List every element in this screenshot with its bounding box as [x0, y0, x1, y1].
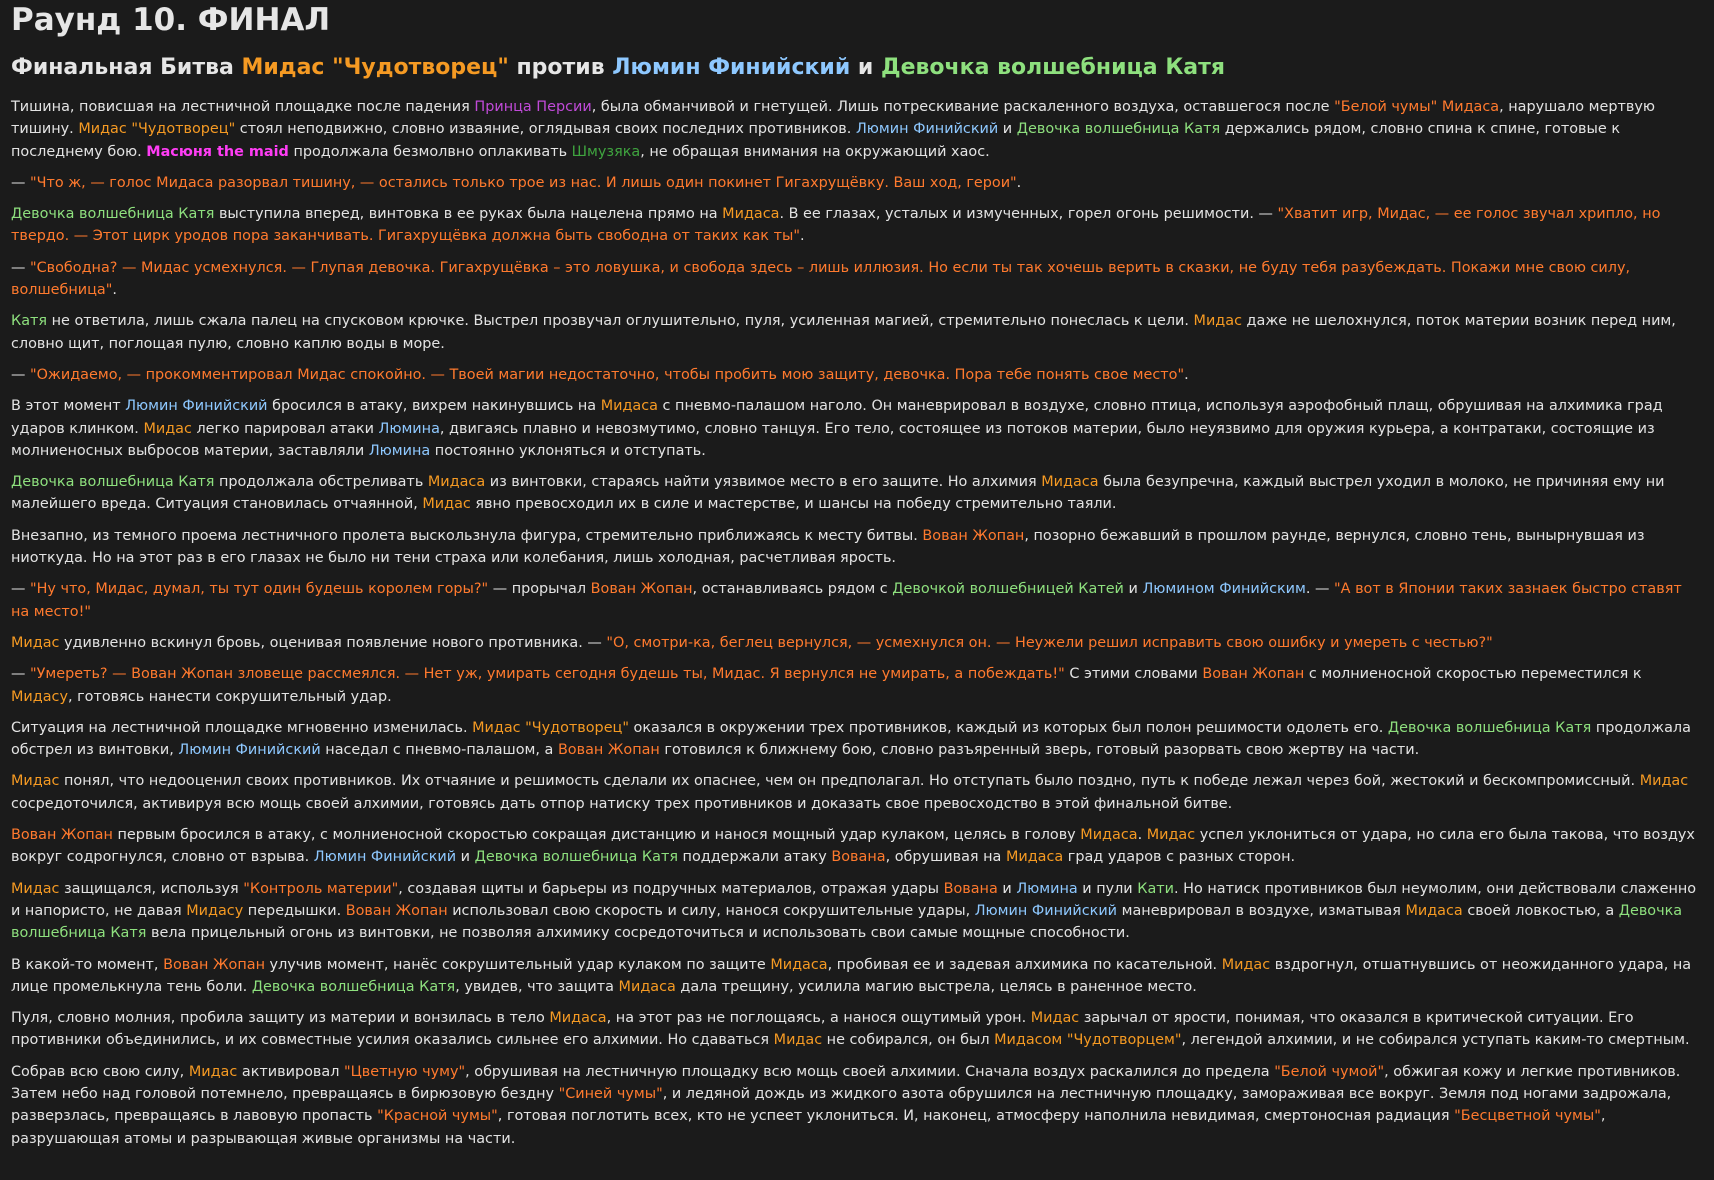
quote-span: Вован Жопан — [590, 581, 693, 598]
text-span: бросился в атаку, вихрем накинувшись на — [267, 398, 601, 415]
text-span: и пули — [1077, 880, 1138, 897]
text-span: . — [799, 228, 805, 245]
character-name: Мидас — [11, 634, 60, 651]
text-span: была безупречна, каждый выстрел уходил в молоко, не причиняя ему ни малейшего вреда. Ситуация становилась отчаянной, — [11, 474, 1665, 513]
text-span: и — [456, 849, 475, 866]
battle-subtitle — [11, 52, 1703, 84]
text-span: , на этот раз не поглощаясь, а нанося ощутимый урон. — [606, 1010, 1031, 1027]
character-name: Девочка волшебница Катя — [251, 978, 456, 995]
text-span: активировал — [237, 1063, 344, 1080]
text-span: — — [11, 581, 30, 598]
story-paragraph — [11, 663, 1703, 708]
character-name: Мидаса — [1405, 902, 1463, 919]
story-paragraph — [11, 203, 1703, 248]
text-span: и — [850, 55, 881, 80]
text-span: , легендой алхимии, и не собирался уступать каким-то смертным. — [1181, 1032, 1690, 1049]
text-span: , пробивая ее и задевая алхимика по касательной. — [827, 956, 1222, 973]
character-name: Мидас — [143, 420, 192, 437]
character-name: Мидасом "Чудотворцем" — [994, 1032, 1182, 1049]
text-span: Пуля, словно молния, пробила защиту из материи и вонзилась в тело — [11, 1010, 550, 1027]
text-span: вела прицельный огонь из винтовки, не позволяя алхимику сосредоточиться и использовать свои самые мощные способности. — [146, 925, 1130, 942]
character-name: Люмина — [368, 442, 431, 459]
story-paragraph — [11, 525, 1703, 570]
character-name: Мидаса — [1005, 849, 1064, 866]
story-paragraph — [11, 954, 1703, 999]
text-span: Собрав всю свою силу, — [11, 1063, 189, 1080]
quote-span: "Красной чумы" — [377, 1108, 498, 1125]
story-paragraph — [11, 96, 1703, 163]
quote-span: Вован Жопан — [922, 527, 1025, 544]
character-name: Мидас — [1639, 773, 1689, 790]
character-name: Девочка волшебница Катя — [11, 206, 215, 223]
text-span: оказался в окружении трех противников, каждый из которых был полон решимости одолеть его. — [628, 719, 1388, 736]
character-name: Мидас — [188, 1063, 238, 1080]
text-span: не ответила, лишь сжала палец на спусковом крючке. Выстрел прозвучал оглушительно, пуля, усиленная магией, стремительно понеслась к цели. — [47, 313, 1194, 330]
text-span: . — [1137, 827, 1147, 844]
text-span: . — [1184, 366, 1189, 383]
text-span: . — [1016, 174, 1022, 191]
quote-span: "Что ж, — голос Мидаса разорвал тишину, — остались только трое из нас. И лишь один покинет Гигахрущёвку. Ваш ход, герои" — [29, 174, 1017, 191]
text-span: маневрировал в воздухе, изматывая — [1117, 902, 1406, 919]
text-span: , готовая поглотить всех, кто не успеет уклониться. И, наконец, атмосферу наполнила невидимая, смертоносная радиация — [497, 1108, 1455, 1125]
character-name: Мидас — [1030, 1010, 1080, 1027]
character-name: Масюня the maid — [146, 143, 289, 160]
story-paragraph — [11, 1007, 1703, 1052]
text-span: стоял неподвижно, словно изваяние, оглядывая своих последних противников. — [235, 121, 856, 138]
text-span: Внезапно, из темного проема лестничного пролета выскользнула фигура, стремительно приближаясь к месту битвы. — [11, 527, 923, 544]
character-name: Мидас "Чудотворец" — [241, 55, 509, 80]
character-name: Люмин Финийский — [855, 121, 999, 138]
text-span: , обрушивая на — [885, 849, 1006, 866]
text-span: Финальная Битва — [11, 55, 242, 80]
character-name: Люмина — [1016, 880, 1078, 897]
story-paragraph — [11, 172, 1703, 194]
text-span: первым бросился в атаку, с молниеносной скоростью сокращая дистанцию и нанося мощный удар кулаком, целясь в голову — [112, 827, 1081, 844]
character-name: Люмин Финийский — [178, 742, 321, 759]
quote-span: "Ожидаемо, — прокомментировал Мидас спокойно. — Твоей магии недостаточно, чтобы пробить мою защиту, девочка. Пора тебе понять свое место" — [29, 366, 1185, 383]
quote-span: "Цветную чуму" — [343, 1063, 466, 1080]
character-name: Мидас — [1193, 313, 1242, 330]
text-span: легко парировал атаки — [191, 420, 379, 437]
text-span: , обрушивая на лестничную площадку всю мощь своей алхимии. Сначала воздух раскалился до предела — [465, 1063, 1275, 1080]
text-span: , была обманчивой и гнетущей. Лишь потрескивание раскаленного воздуха, оставшегося после — [591, 99, 1335, 115]
character-name: Шмузяка — [571, 143, 641, 160]
text-span: и — [997, 880, 1017, 897]
text-span: постоянно уклоняться и отступать. — [430, 442, 706, 459]
character-name: Люмин Финийский — [612, 55, 851, 80]
text-span: сосредоточился, активируя всю мощь своей алхимии, готовясь дать отпор натиску трех противников и доказать свое превосходство в этой финальной битве. — [11, 795, 1233, 812]
text-span: — — [11, 666, 30, 683]
story-paragraph — [11, 878, 1703, 945]
character-name: Девочка волшебница Катя — [1387, 719, 1592, 736]
text-span: своей ловкостью, а — [1462, 902, 1619, 919]
character-name: Принца Персии — [474, 99, 592, 115]
character-name: Мидаса — [549, 1010, 607, 1027]
character-name: Мидаса — [1080, 827, 1138, 844]
character-name: Мидасу — [186, 902, 244, 919]
text-span: . Но натиск противников был неумолим, они действовали слаженно и напористо, не давая — [11, 880, 1697, 919]
text-span: , двигаясь плавно и невозмутимо, словно танцуя. Его тело, состоящее из потоков материи, было неуязвимо для оружия курьера, а контратаки, состоящие из молниеносных выбросов материи, заставляли — [11, 420, 1655, 459]
character-name: Мидас — [1221, 956, 1271, 973]
text-span: против — [508, 55, 613, 80]
quote-span: "Хватит игр, Мидас, — ее голос звучал хрипло, но твердо. — Этот цирк уродов пора заканчивать. Гигахрущёвка должна быть свободна от таких как ты" — [11, 206, 1661, 245]
character-name: Девочка волшебница Катя — [11, 902, 1683, 942]
text-span: готовился к ближнему бою, словно разъяренный зверь, готовый разорвать свою жертву на части. — [659, 742, 1420, 759]
quote-span: "Контроль материи" — [243, 880, 399, 897]
story-body — [11, 96, 1703, 1150]
quote-span: Вован Жопан — [345, 902, 448, 919]
quote-span: "А вот в Японии таких зазнаек быстро ставят на место!" — [11, 581, 1682, 620]
story-paragraph — [11, 632, 1703, 654]
text-span: , и ледяной дождь из жидкого азота обрушился на лестничную площадку, замораживая все вокруг. Земля под ногами задрожала, разверзлась, превращаясь в лавовую пропасть — [11, 1085, 1672, 1125]
story-paragraph — [11, 257, 1703, 302]
quote-span: Вована — [831, 849, 886, 866]
text-span: , создавая щиты и барьеры из подручных материалов, отражая удары — [398, 880, 944, 897]
text-span: выступила вперед, винтовка в ее руках была нацелена прямо на — [214, 206, 723, 223]
character-name: Девочка волшебница Катя — [1016, 121, 1221, 138]
text-span: — — [11, 259, 30, 276]
quote-span: зловеще рассмеялся. — Нет уж, умирать сегодня будешь ты, Мидас. Я вернулся не умирать, а побеждать!" — [233, 666, 1065, 683]
text-span: поддержали атаку — [677, 849, 832, 866]
text-span: и — [998, 121, 1017, 138]
character-name: Мидаса — [427, 474, 486, 491]
story-paragraph — [11, 471, 1703, 516]
quote-span: Вован Жопан — [557, 742, 660, 759]
character-name: Люмин Финийский — [974, 902, 1118, 919]
text-span: Ситуация на лестничной площадке мгновенно изменилась. — [11, 719, 473, 736]
story-paragraph — [11, 395, 1703, 462]
character-name: Катя — [11, 313, 48, 330]
text-span: — прорычал — [488, 581, 591, 598]
character-name: Мидас — [773, 1032, 823, 1049]
story-paragraph — [11, 310, 1703, 355]
character-name: Мидаса — [618, 978, 676, 995]
text-span: продолжала безмолвно оплакивать — [288, 143, 572, 160]
text-span: использовал свою скорость и силу, нанося сокрушительные удары, — [447, 902, 975, 919]
character-name: Девочка волшебница Катя — [474, 849, 678, 866]
character-name: Люмин Финийский — [125, 398, 268, 415]
character-name: Мидас "Чудотворец" — [472, 719, 629, 736]
quote-span: "Бесцветной чумы" — [1454, 1108, 1601, 1125]
story-paragraph — [11, 364, 1703, 386]
story-paragraph — [11, 1061, 1703, 1150]
text-span: , не обращая внимания на окружающий хаос. — [640, 143, 990, 160]
text-span: успел уклониться от удара, но сила его была такова, что воздух вокруг содрогнулся, словно от взрыва. — [11, 827, 1695, 866]
text-span: , готовясь нанести сокрушительный удар. — [67, 688, 392, 705]
text-span: . — — [1305, 581, 1335, 598]
text-span: удивленно вскинул бровь, оценивая появление нового противника. — — [59, 634, 607, 651]
story-paragraph — [11, 824, 1703, 869]
character-name: Мидас — [11, 773, 60, 790]
quote-span: "О, смотри-ка, беглец вернулся, — усмехнулся он. — Неужели решил исправить свою ошибку и умереть с честью?" — [606, 634, 1493, 651]
character-name: Люмином Финийским — [1142, 581, 1306, 598]
text-span: . В ее глазах, усталых и измученных, горел огонь решимости. — — [779, 206, 1278, 223]
text-span: С этими словами — [1064, 666, 1203, 683]
quote-span: "Умереть? — — [29, 666, 132, 683]
quote-span: "Свободна? — Мидас усмехнулся. — Глупая девочка. Гигахрущёвка – это ловушка, и свобода здесь – лишь иллюзия. Но если ты так хочешь верить в сказки, не буду тебя разубеждать. Покажи мне свою силу, волшебница" — [11, 259, 1631, 299]
text-span: улучив момент, нанёс сокрушительный удар кулаком по защите — [264, 956, 771, 973]
quote-span: Вована — [943, 880, 998, 897]
character-name: Девочка волшебница Катя — [881, 55, 1226, 80]
text-span: явно превосходил их в силе и мастерстве, и шансы на победу стремительно таяли. — [470, 496, 1117, 513]
character-name: Мидаса — [1041, 474, 1099, 491]
character-name: Мидас — [422, 496, 471, 513]
quote-span: "Синей чумы" — [558, 1085, 663, 1102]
text-span: , разрушающая атомы и разрывающая живые организмы на части. — [11, 1108, 1606, 1147]
quote-span: "Белой чумы" Мидаса — [1334, 99, 1500, 115]
text-span: вздрогнул, отшатнувшись от неожиданного удара, на лице промелькнула тень боли. — [11, 956, 1692, 995]
quote-span: Вован Жопан — [131, 666, 234, 683]
text-span: , позорно бежавший в прошлом раунде, вернулся, словно тень, вынырнувшая из ниоткуда. Но на этот раз в его глазах не было ни тени страха или колебания, лишь холодная, расчетливая ярость. — [11, 527, 1645, 567]
character-name: Мидасу — [11, 688, 68, 705]
text-span: . — [112, 282, 117, 299]
text-span: В этот момент — [11, 398, 126, 415]
text-span: дала трещину, усилила магию выстрела, целясь в раненное место. — [675, 978, 1197, 995]
character-name: Девочкой волшебницей Катей — [892, 581, 1124, 598]
text-span: держались рядом, словно спина к спине, готовые к последнему бою. — [11, 121, 1621, 160]
text-span: — — [11, 174, 30, 191]
character-name: Мидаса — [600, 398, 658, 415]
text-span: продолжала обстрел из винтовки, — [11, 719, 1691, 759]
text-span: , останавливаясь рядом с — [692, 581, 893, 598]
quote-span: "Белой чумой" — [1274, 1063, 1385, 1080]
story-paragraph — [11, 717, 1703, 762]
character-name: Мидаса — [770, 956, 828, 973]
text-span: даже не шелохнулся, поток материи возник перед ним, словно щит, поглощая пулю, словно каплю воды в море. — [11, 313, 1676, 352]
character-name: Мидаса — [722, 206, 780, 223]
text-span: , увидев, что защита — [455, 978, 619, 995]
text-span: продолжала обстреливать — [214, 474, 428, 491]
character-name: Девочка волшебница Катя — [11, 474, 215, 491]
quote-span: Вован Жопан — [1202, 666, 1305, 683]
quote-span: Вован Жопан — [11, 827, 113, 844]
text-span: не собирался, он был — [822, 1032, 995, 1049]
character-name: Мидас — [11, 880, 60, 897]
text-span: с пневмо-палашом наголо. Он маневрировал в воздухе, словно птица, используя аэрофобный плащ, обрушивая на алхимика град ударов клинком. — [11, 398, 1663, 437]
text-span: — — [11, 366, 30, 383]
character-name: Мидас — [1146, 827, 1196, 844]
text-span: наседал с пневмо-палашом, а — [320, 742, 558, 759]
character-name: Мидас "Чудотворец" — [78, 121, 236, 138]
text-span: В какой-то момент, — [11, 956, 164, 973]
character-name: Люмина — [378, 420, 440, 437]
character-name: Люмин Финийский — [313, 849, 457, 866]
text-span: , обжигая кожу и легкие противников. Затем небо над головой потемнело, превращаясь в бирюзовую бездну — [11, 1063, 1681, 1102]
text-span: и — [1123, 581, 1143, 598]
text-span: зарычал от ярости, понимая, что оказался в критической ситуации. Его противники объединились, и их совместные усилия оказались сильнее его алхимии. Но сдаваться — [11, 1010, 1634, 1049]
text-span: понял, что недооценил своих противников. Их отчаяние и решимость сделали их опаснее, чем он предполагал. Но отступать было поздно, путь к победе лежал через бой, жестокий и бескомпромиссный. — [59, 773, 1640, 790]
text-span: из винтовки, стараясь найти уязвимое место в его защите. Но алхимия — [485, 474, 1042, 491]
text-span: передышки. — [243, 902, 346, 919]
text-span: защищался, используя — [59, 880, 244, 897]
story-paragraph — [11, 578, 1703, 623]
page-title: Раунд 10. ФИНАЛ — [11, 2, 331, 38]
text-span: с молниеносной скоростью переместился к — [1304, 666, 1642, 683]
character-name: Кати — [1137, 880, 1175, 897]
quote-span: "Ну что, Мидас, думал, ты тут один будешь королем горы?" — [29, 581, 489, 598]
text-span: , нарушало мертвую тишину. — [11, 99, 1656, 138]
text-span: град ударов с разных сторон. — [1063, 849, 1296, 866]
story-paragraph — [11, 770, 1703, 815]
text-span: Тишина, повисшая на лестничной площадке после падения — [11, 99, 475, 115]
quote-span: Вован Жопан — [163, 956, 265, 973]
